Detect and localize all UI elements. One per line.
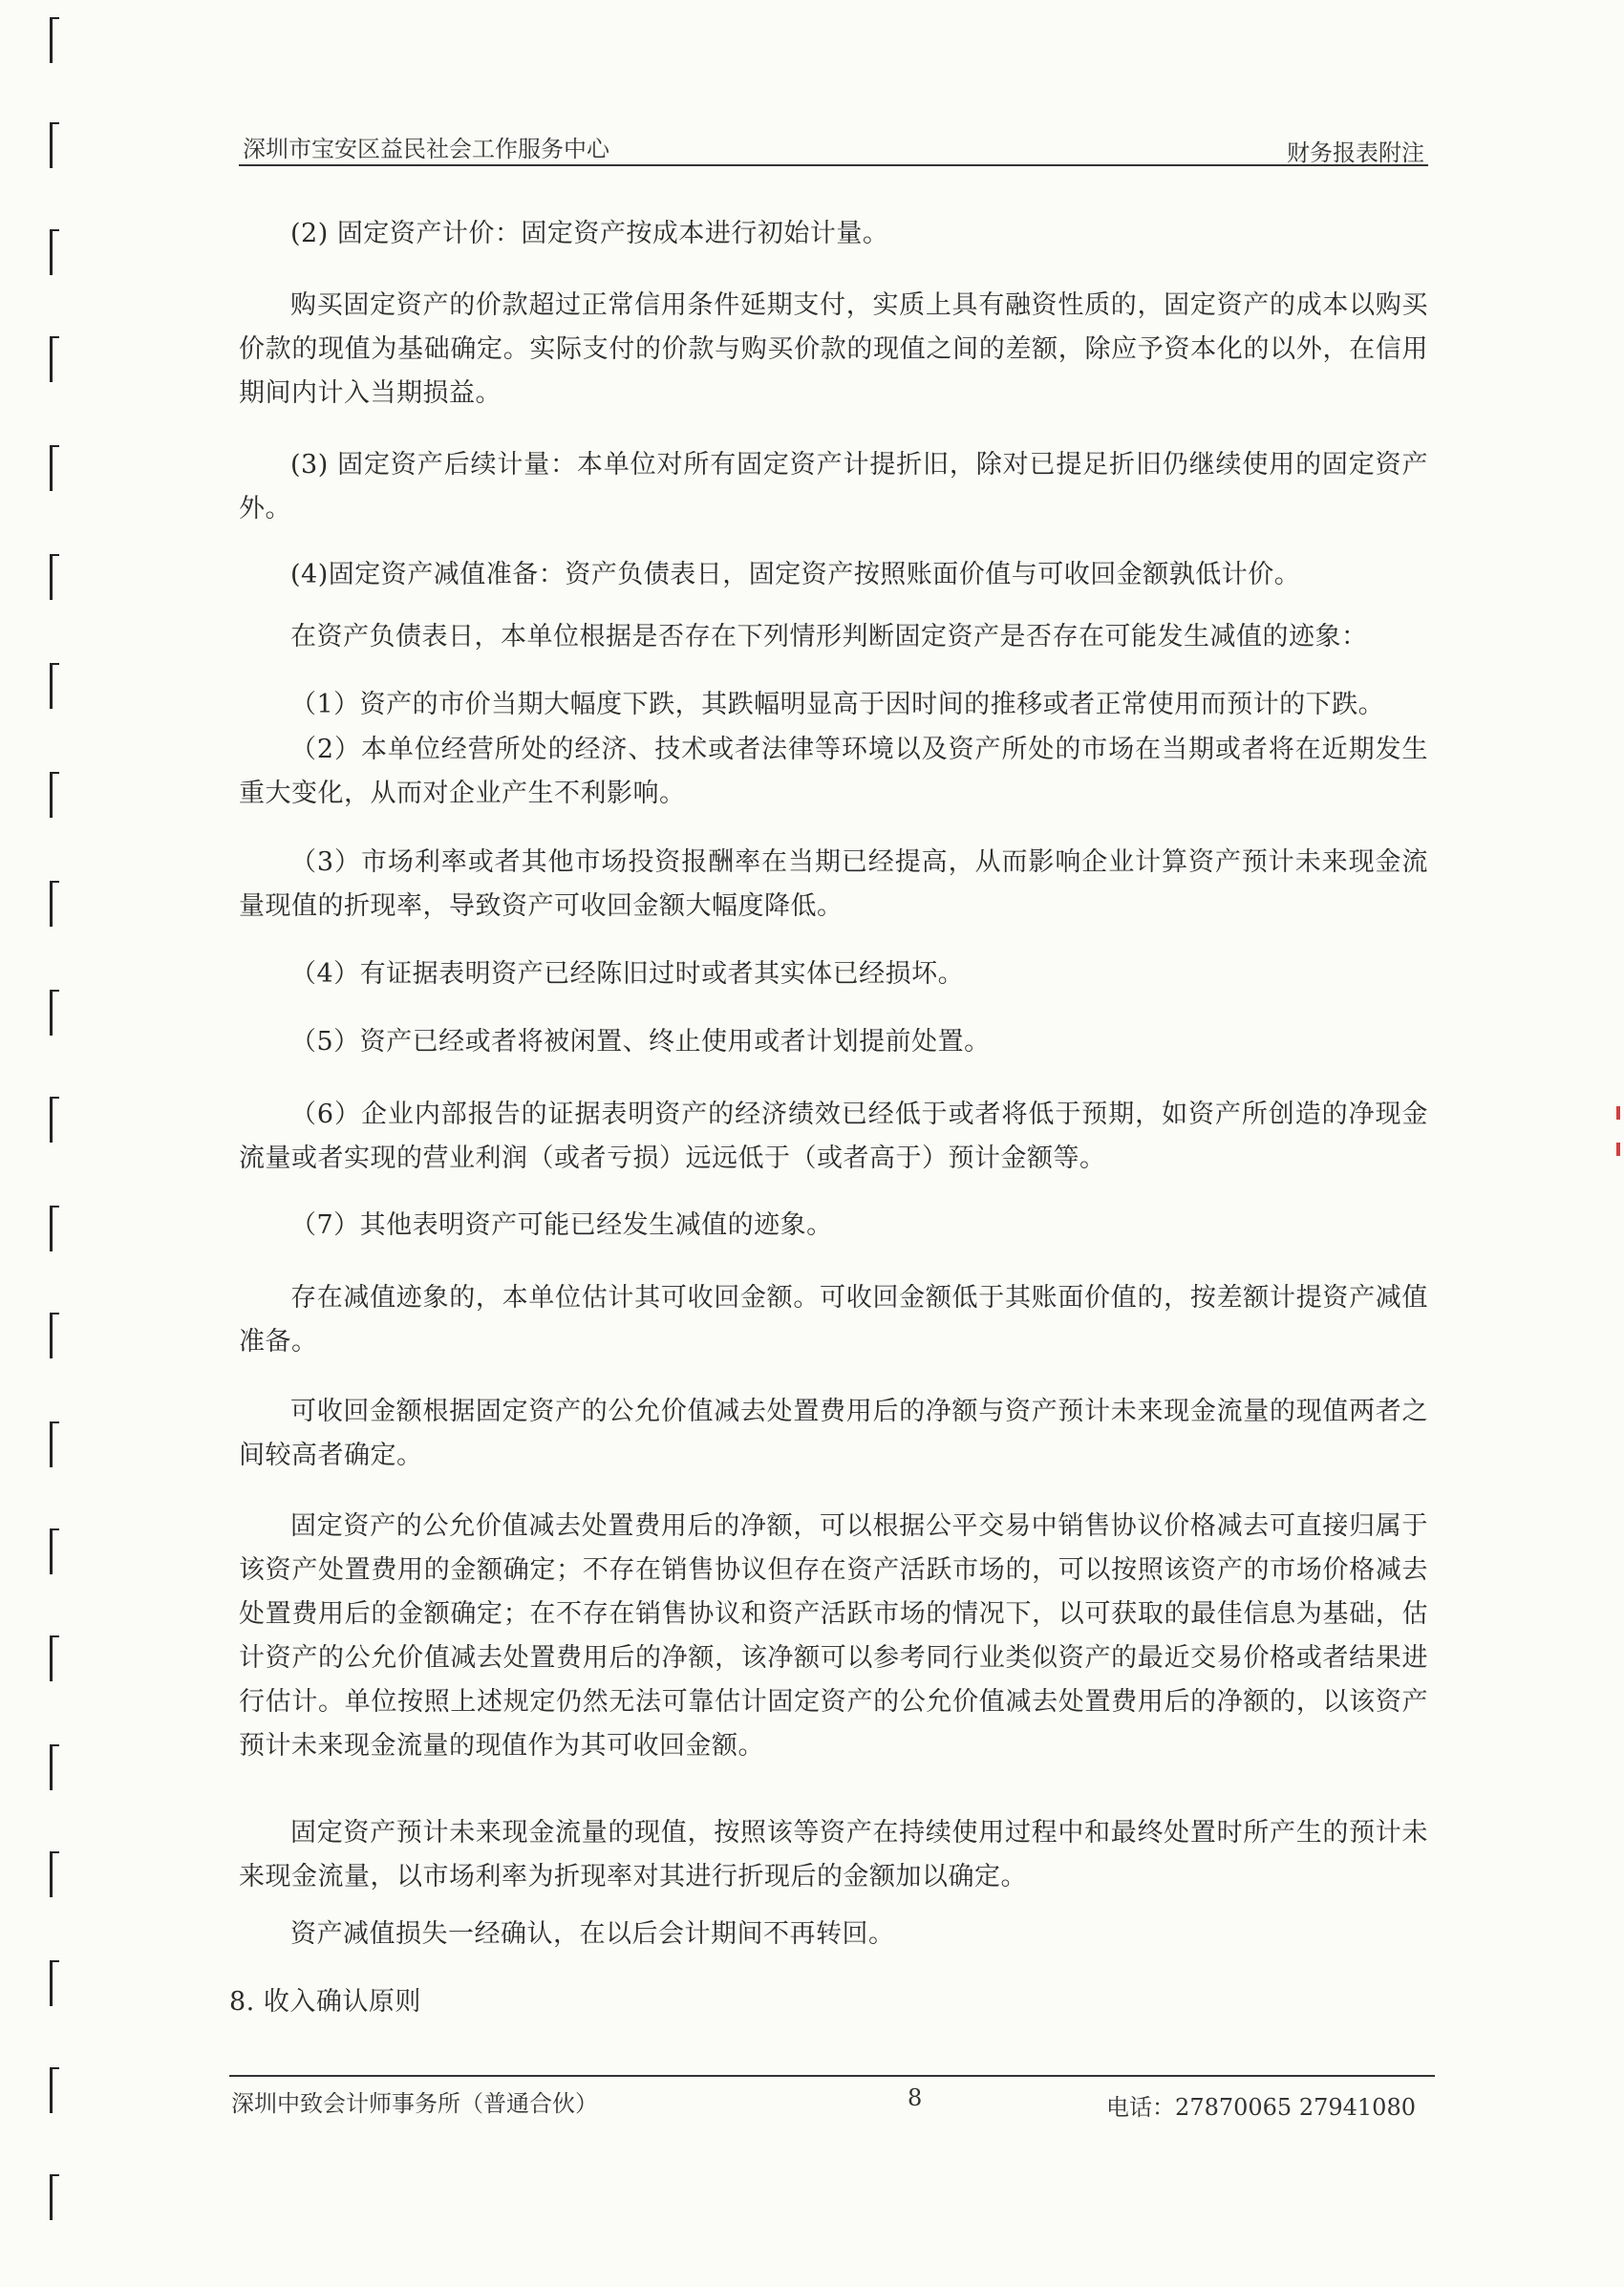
binding-mark: [50, 990, 59, 1036]
paragraph: 固定资产的公允价值减去处置费用后的净额，可以根据公平交易中销售协议价格减去可直接归属于该资产处置费用的金额确定；不存在销售协议但存在资产活跃市场的，可以按照该资产的市场价格减去处置费用后的金额确定；在不存在销售协议和资产活跃市场的情况下，以可获取的最佳信息为基础，估计资产的公允价值减去处置费用后的净额，该净额可以参考同行业类似资产的最近交易价格或者结果进行估计。单位按照上述规定仍然无法可靠估计固定资产的公允价值减去处置费用后的净额的，以该资产预计未来现金流量的现值作为其可收回金额。: [239, 1511, 1428, 1761]
paragraph: 购买固定资产的价款超过正常信用条件延期支付，实质上具有融资性质的，固定资产的成本以购买价款的现值为基础确定。实际支付的价款与购买价款的现值之间的差额，除应予资本化的以外，在信用期间内计入当期损益。: [239, 290, 1428, 408]
paragraph: （7）其他表明资产可能已经发生减值的迹象。: [290, 1210, 833, 1240]
binding-mark: [50, 17, 59, 63]
paragraph: (3) 固定资产后续计量：本单位对所有固定资产计提折旧，除对已提足折旧仍继续使用的固定资产外。: [239, 450, 1428, 524]
binding-mark: [50, 663, 59, 709]
binding-mark: [50, 1206, 59, 1251]
paragraph: 在资产负债表日，本单位根据是否存在下列情形判断固定资产是否存在可能发生减值的迹象：: [290, 622, 1368, 652]
stamp-edge-mark: [1616, 1106, 1620, 1120]
binding-mark: [50, 1097, 59, 1143]
binding-mark: [50, 1744, 59, 1790]
stamp-edge-mark: [1616, 1143, 1620, 1156]
binding-mark: [50, 1421, 59, 1467]
binding-mark: [50, 336, 59, 382]
page-footer: [229, 2075, 1435, 2125]
document-type: 财务报表附注: [1287, 139, 1424, 166]
binding-mark: [50, 1528, 59, 1574]
binding-mark: [50, 2174, 59, 2220]
binding-mark: [50, 772, 59, 818]
binding-mark: [50, 229, 59, 275]
binding-mark: [50, 1635, 59, 1681]
paragraph: （1）资产的市价当期大幅度下跌，其跌幅明显高于因时间的推移或者正常使用而预计的下跌。: [290, 690, 1385, 719]
binding-mark: [50, 2067, 59, 2113]
paragraph: (2) 固定资产计价：固定资产按成本进行初始计量。: [290, 219, 889, 248]
page-number: 8: [908, 2084, 923, 2111]
accounting-firm: 深圳中致会计师事务所（普通合伙）: [231, 2090, 598, 2117]
paragraph: （6）企业内部报告的证据表明资产的经济绩效已经低于或者将低于预期，如资产所创造的净现金流量或者实现的营业利润（或者亏损）远远低于（或者高于）预计金额等。: [239, 1100, 1428, 1173]
paragraph: 资产减值损失一经确认，在以后会计期间不再转回。: [290, 1919, 895, 1949]
paragraph: 存在减值迹象的，本单位估计其可收回金额。可收回金额低于其账面价值的，按差额计提资产减值准备。: [239, 1283, 1428, 1357]
paragraph: (4)固定资产减值准备：资产负债表日，固定资产按照账面价值与可收回金额孰低计价。: [290, 560, 1301, 589]
binding-mark: [50, 122, 59, 168]
paragraph: （4）有证据表明资产已经陈旧过时或者其实体已经损坏。: [290, 959, 965, 989]
section-heading: 8. 收入确认原则: [229, 1987, 421, 2017]
page-header: [239, 124, 1428, 166]
paragraph: （5）资产已经或者将被闲置、终止使用或者计划提前处置。: [290, 1027, 991, 1057]
paragraph: （3）市场利率或者其他市场投资报酬率在当期已经提高，从而影响企业计算资产预计未来现金流量现值的折现率，导致资产可收回金额大幅度降低。: [239, 847, 1428, 921]
phone-numbers: 电话：27870065 27941080: [1106, 2094, 1416, 2121]
paragraph: 可收回金额根据固定资产的公允价值减去处置费用后的净额与资产预计未来现金流量的现值两者之间较高者确定。: [239, 1397, 1428, 1470]
binding-mark: [50, 1313, 59, 1358]
binding-mark: [50, 881, 59, 927]
paragraph: （2）本单位经营所处的经济、技术或者法律等环境以及资产所处的市场在当期或者将在近期发生重大变化，从而对企业产生不利影响。: [239, 735, 1428, 808]
binding-mark: [50, 1851, 59, 1897]
binding-mark: [50, 1960, 59, 2006]
paragraph: 固定资产预计未来现金流量的现值，按照该等资产在持续使用过程中和最终处置时所产生的预计未来现金流量，以市场利率为折现率对其进行折现后的金额加以确定。: [239, 1818, 1428, 1892]
binding-mark: [50, 554, 59, 600]
binding-mark: [50, 445, 59, 491]
organization-name: 深圳市宝安区益民社会工作服务中心: [243, 136, 609, 162]
